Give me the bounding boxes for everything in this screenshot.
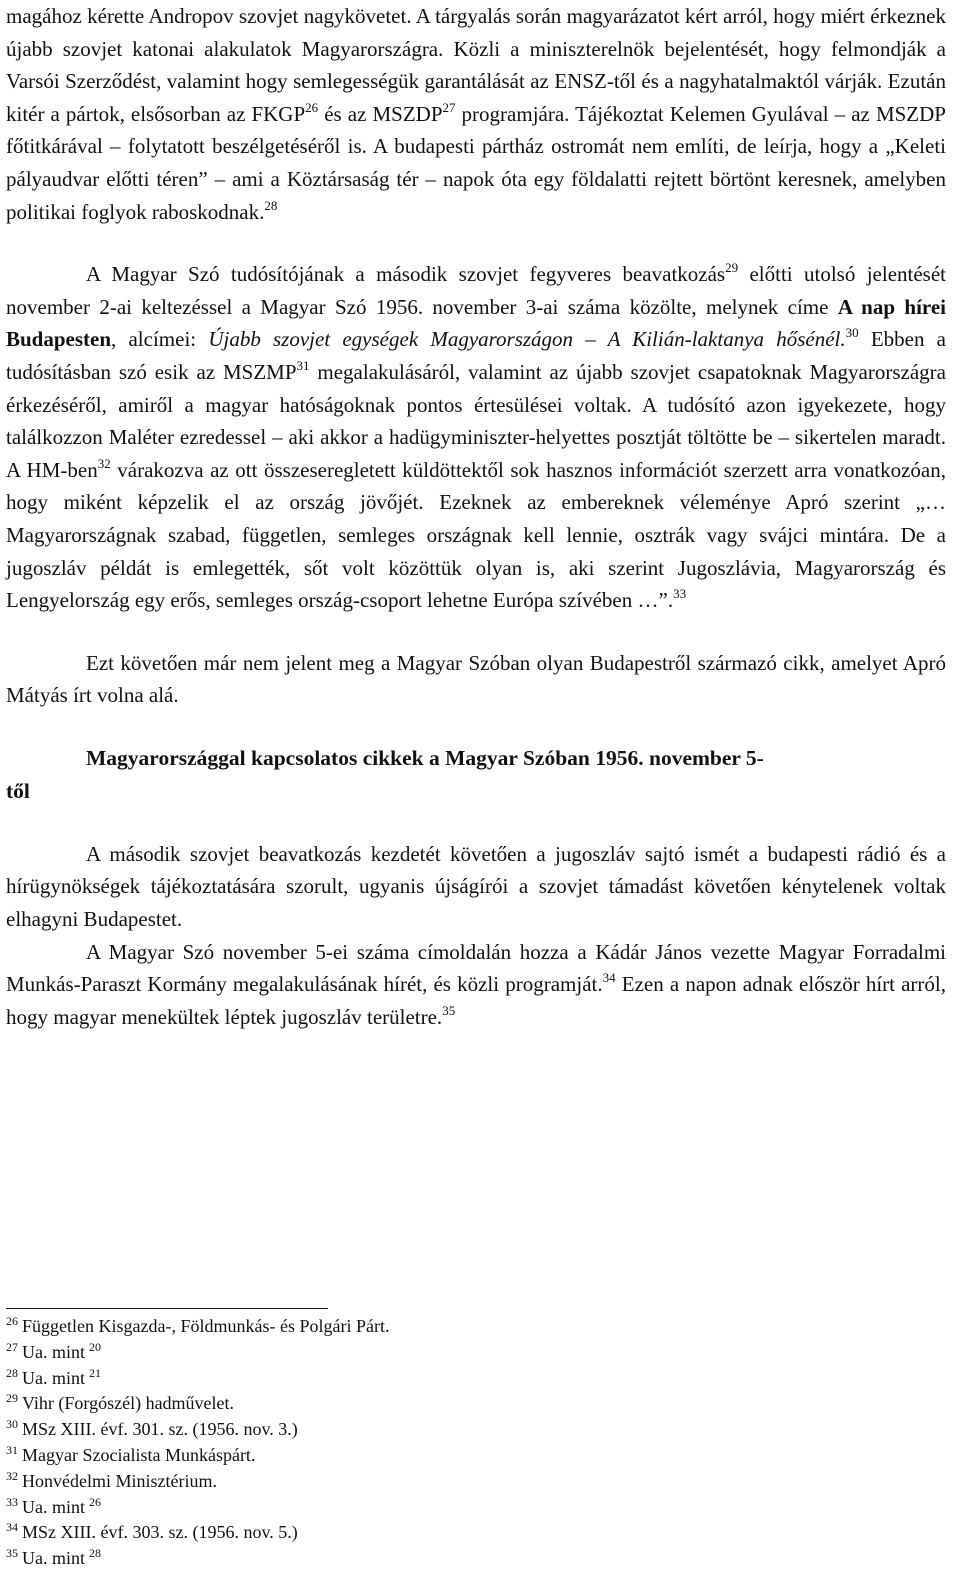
footnote-cross-ref[interactable]: 28 [89, 1546, 101, 1561]
footnote-item [6, 1314, 389, 1340]
footnote-number: 28 [6, 1365, 18, 1380]
text-run: Ezen a napon adnak először hírt arról, hogy magyar menekültek léptek jugoszláv területre. [6, 972, 947, 1029]
footnote-text: Ua. mint [22, 1548, 85, 1569]
footnote-ref-26[interactable]: 26 [305, 99, 319, 115]
text-run: programjára. Tájékoztat Kelemen Gyulával – az MSZDP főtitkárával – folytatott beszélgetéséről is. A budapesti pártház ostromát nem említi, de leírja, hogy a „Keleti pályaudvar előtti téren” – ami a Köztársaság tér – napok óta egy földalatti rejtett börtönt keresnek, amelyben politikai foglyok raboskodnak. [6, 101, 946, 224]
footnote-text: Független Kisgazda-, Földmunkás- és Polgári Párt. [22, 1316, 390, 1336]
footnote-ref-32[interactable]: 32 [97, 455, 111, 471]
footnote-separator [6, 1308, 328, 1309]
text-run: Ebben a tudósításban szó esik az MSZMP [6, 327, 946, 384]
footnote-text: Ua. mint [22, 1496, 85, 1517]
footnote-item [6, 1546, 389, 1572]
footnote-cross-ref[interactable]: 26 [89, 1494, 101, 1509]
footnote-item [6, 1495, 389, 1521]
footnote-number: 35 [6, 1546, 18, 1561]
footnote-ref-29[interactable]: 29 [725, 260, 739, 276]
text-run: várakozva az ott összeseregletett küldöttektől sok hasznos információt szerzett arra vonatkozóan, hogy miként képzelik el az ország jövőjét. Ezeknek az embereknek véleménye Apró szerint „… Magyarországnak szabad, független, semleges országnak kell lennie, osztrák vagy svájci mintára. De a jugoszláv példát is emlegették, sőt volt közöttük olyan is, aki szerint Jugoszlávia, Magyarország és Lengyelország egy erős, semleges ország-csoport lehetne Európa szívében …”. [6, 457, 946, 613]
footnote-number: 29 [6, 1391, 18, 1406]
text-run: , alcímei: [111, 327, 209, 352]
footnote-text: Ua. mint [22, 1341, 85, 1362]
footnote-item [6, 1469, 389, 1495]
footnote-ref-28[interactable]: 28 [264, 197, 278, 213]
footnote-text: MSz XIII. évf. 301. sz. (1956. nov. 3.) [22, 1419, 298, 1440]
text-run: megalakulásáról, valamint az újabb szovjet csapatoknak Magyarországra érkezéséről, amiről a magyar hatóságoknak pontos értesülései voltak. A tudósító azon igyekezete, hogy találkozzon Maléter ezredessel – aki akkor a hadügyminiszter-helyettes posztját töltötte be – sikertelen maradt. A HM-ben [6, 359, 946, 482]
text-run: előtti utolsó jelentését november 2-ai keltezéssel a Magyar Szó 1956. november 3-ai száma közölte, melynek címe [6, 262, 947, 319]
footnote-item [6, 1417, 389, 1443]
spacer [6, 228, 946, 258]
paragraph-magyar-szo-report [6, 258, 946, 617]
footnote-number: 30 [6, 1417, 18, 1432]
footnote-item [6, 1391, 389, 1417]
footnote-item [6, 1443, 389, 1469]
text-run: A Magyar Szó november 5-ei száma címoldalán hozza a Kádár János vezette Magyar Forradalmi Munkás-Paraszt Kormány megalakulásának hírét, és közli programját. [6, 939, 946, 997]
paragraph-second-intervention: A második szovjet beavatkozás kezdetét követően a jugoszláv sajtó ismét a budapesti rádió és a hírügynökségek tájékoztatására szorult, ugyanis újságírói a szovjet támadást követően kénytelenek voltak elhagyni Budapestet. [6, 841, 946, 932]
footnote-cross-ref[interactable]: 20 [89, 1339, 101, 1354]
text-run: magához kérette Andropov szovjet nagykövetet. A tárgyalás során magyarázatot kért arról, hogy miért érkeznek újabb szovjet katonai alakulatok Magyarországra. Közli a miniszterelnök bejelentését, hogy felmondják a Varsói Szerződést, valamint hogy semlegességük garantálását az ENSZ-től és a nagyhatalmaktól várják. Ezután kitér a pártok, elsősorban az FKGP [6, 4, 946, 126]
article-title: A nap hírei Budapesten [6, 294, 946, 352]
text-run: A Magyar Szó tudósítójának a második szovjet fegyveres beavatkozás [86, 262, 726, 287]
paragraph-kadar-government [6, 936, 946, 1034]
spacer [6, 617, 946, 647]
footnote-ref-33[interactable]: 33 [673, 586, 687, 602]
footnote-item [6, 1520, 389, 1546]
footnote-text: Vihr (Forgószél) hadművelet. [22, 1393, 235, 1414]
footnote-ref-34[interactable]: 34 [602, 970, 616, 986]
footnote-item [6, 1340, 389, 1366]
footnote-text: Honvédelmi Minisztérium. [22, 1470, 217, 1491]
section-heading-wrap: től [6, 778, 30, 803]
section-heading: Magyarországgal kapcsolatos cikkek a Magyar Szóban 1956. november 5- [86, 745, 764, 770]
footnotes [6, 1314, 389, 1572]
paragraph-no-more-articles: Ezt követően már nem jelent meg a Magyar Szóban olyan Budapestről származó cikk, amelyet Apró Mátyás írt volna alá. [6, 650, 946, 708]
footnote-item [6, 1366, 389, 1392]
footnote-ref-30[interactable]: 30 [845, 325, 859, 341]
footnote-cross-ref[interactable]: 21 [89, 1365, 101, 1380]
footnote-text: MSz XIII. évf. 303. sz. (1956. nov. 5.) [22, 1522, 298, 1543]
footnote-ref-27[interactable]: 27 [442, 99, 456, 115]
footnote-number: 26 [6, 1314, 18, 1328]
article-subtitle: Újabb szovjet egységek Magyarországon – A Kilián-laktanya hősénél. [208, 327, 846, 352]
footnote-text: Magyar Szocialista Munkáspárt. [22, 1444, 256, 1465]
spacer [6, 808, 946, 838]
footnote-number: 31 [6, 1442, 18, 1457]
footnote-ref-31[interactable]: 31 [296, 357, 310, 373]
footnote-number: 34 [6, 1520, 18, 1535]
footnote-number: 32 [6, 1468, 18, 1483]
paragraph-continued [6, 0, 946, 228]
footnote-number: 33 [6, 1494, 18, 1509]
footnote-number: 27 [6, 1339, 18, 1354]
spacer [6, 712, 946, 742]
text-run: és az MSZDP [318, 101, 443, 126]
footnote-text: Ua. mint [22, 1367, 85, 1388]
footnote-ref-35[interactable]: 35 [442, 1002, 456, 1018]
